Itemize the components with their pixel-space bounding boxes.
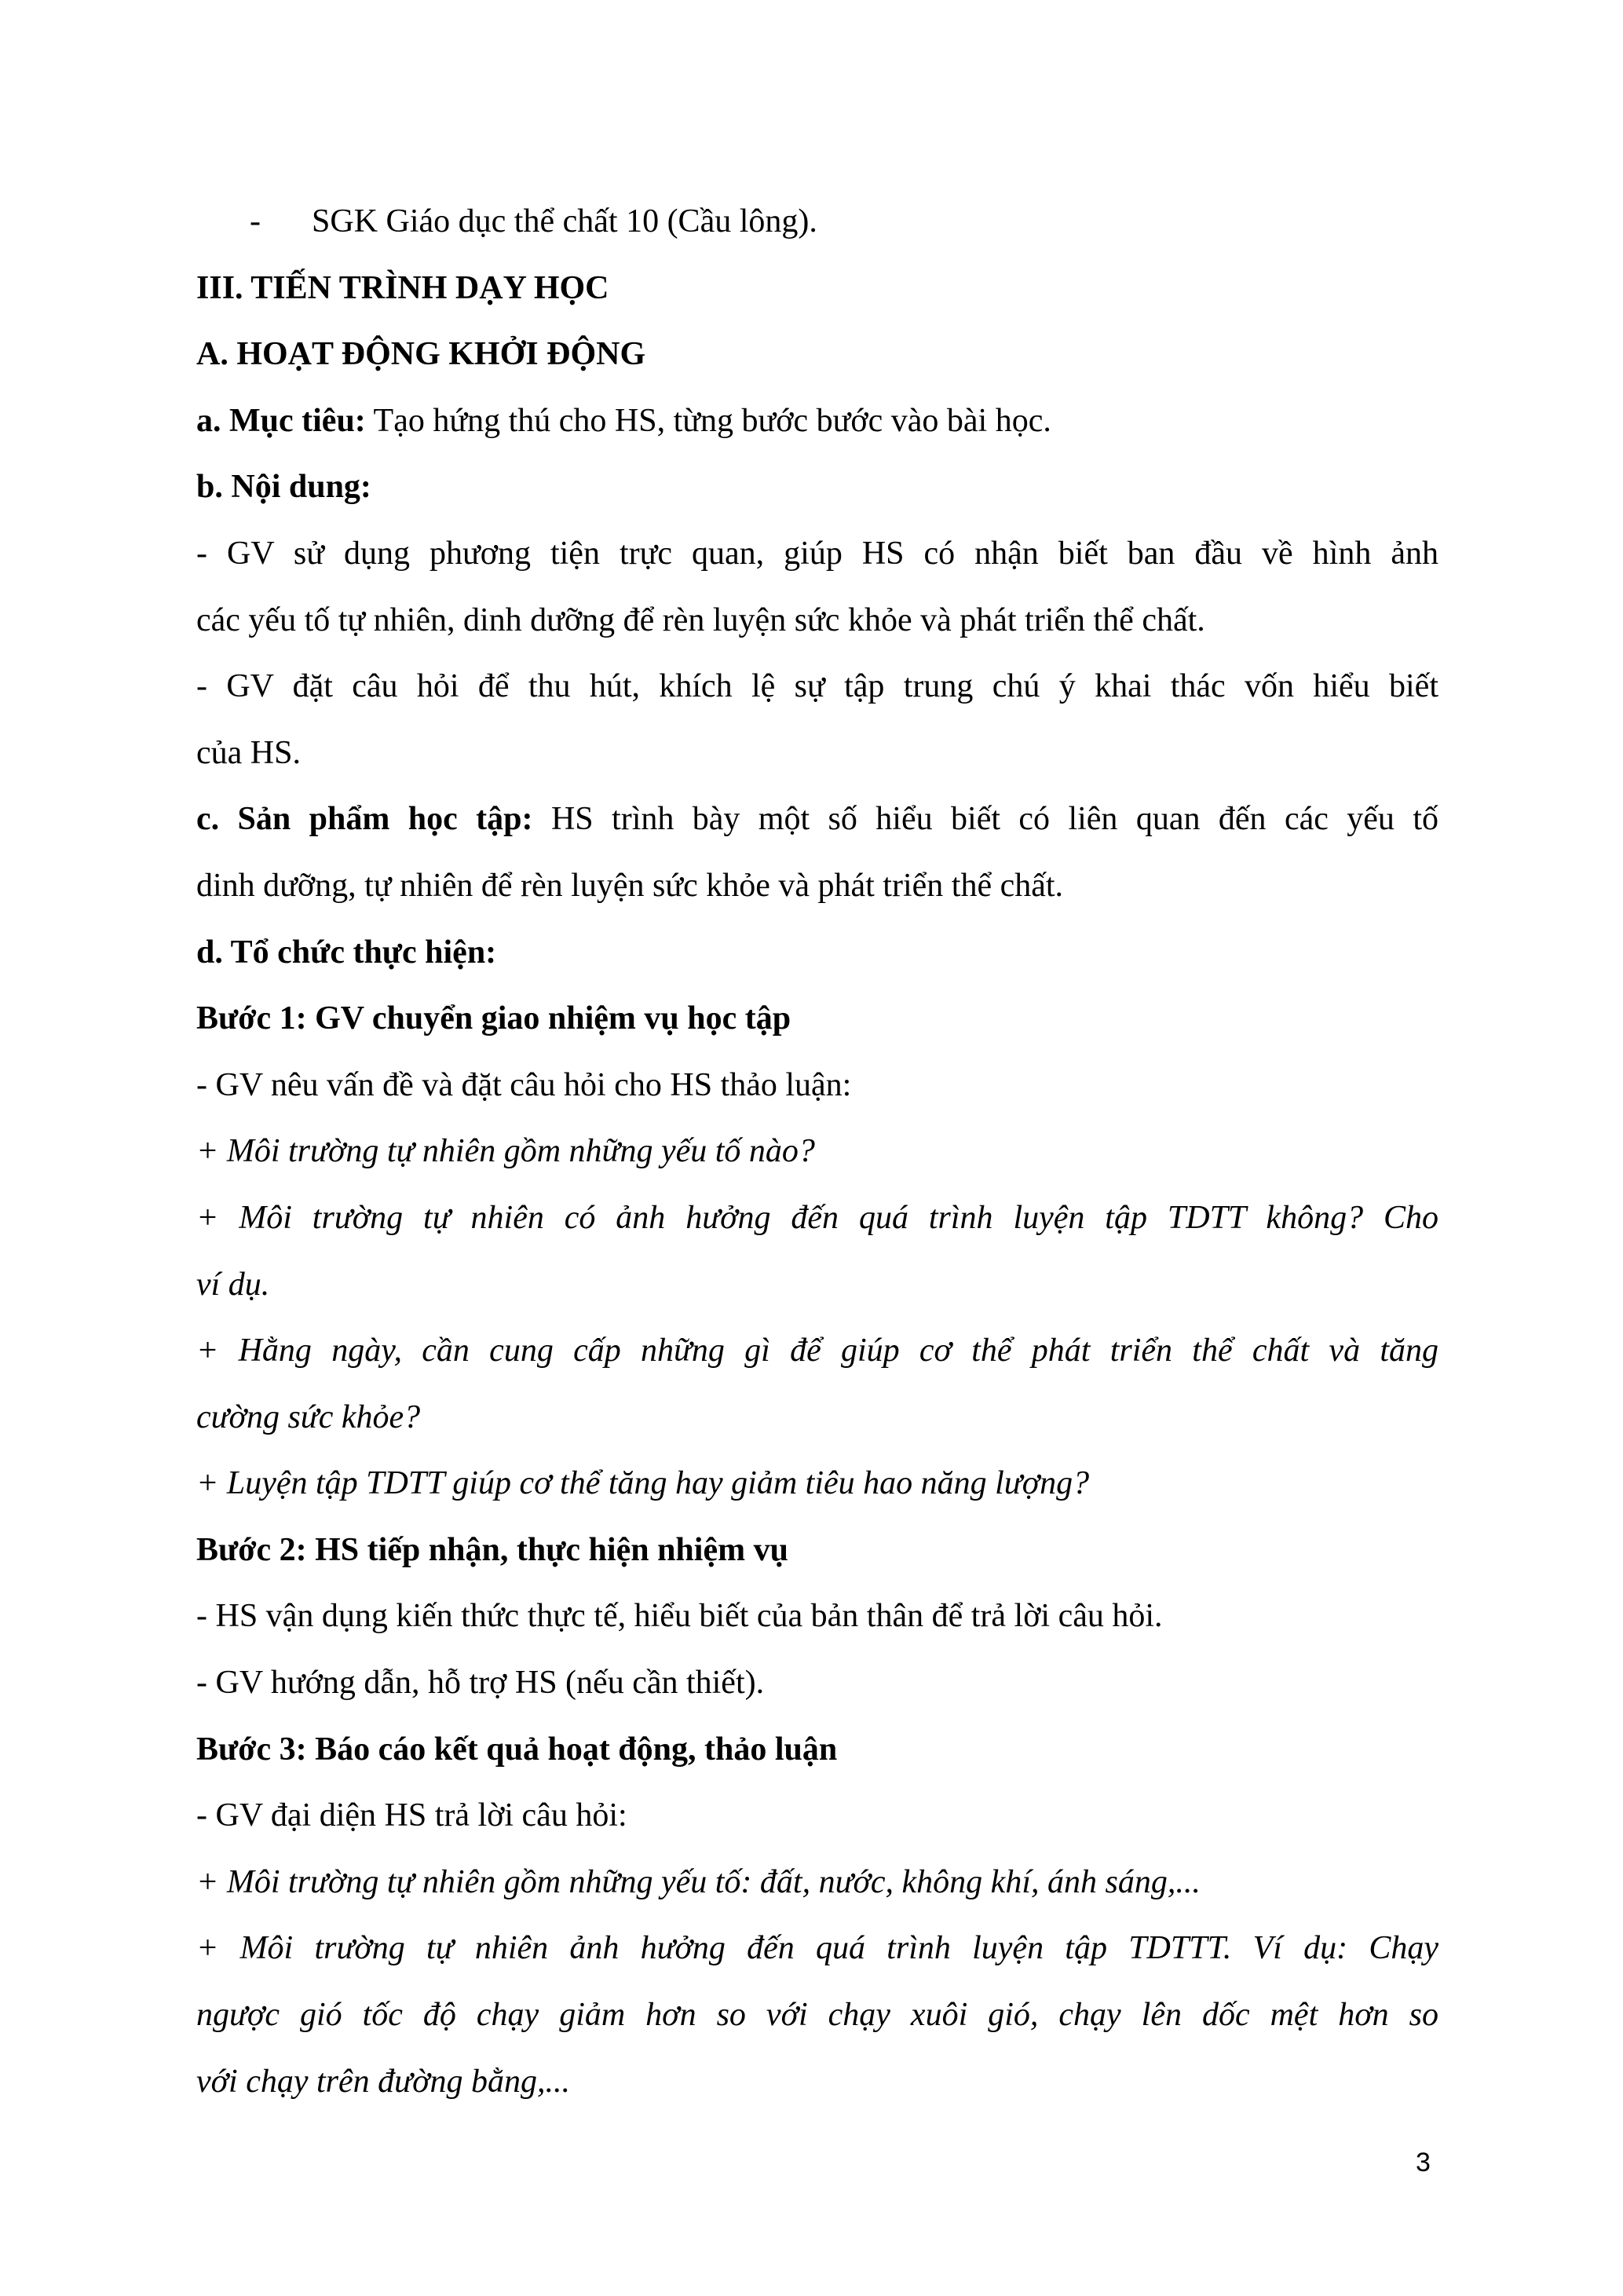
text-run: - GV đại diện HS trả lời câu hỏi: bbox=[196, 1797, 627, 1834]
text-line bbox=[196, 786, 1438, 853]
bold-text: Bước 1: GV chuyển giao nhiệm vụ học tập bbox=[196, 1000, 791, 1037]
text-run: - GV hướng dẫn, hỗ trợ HS (nếu cần thiết). bbox=[196, 1665, 765, 1702]
text-line bbox=[196, 1650, 1438, 1717]
text-line bbox=[196, 1118, 1438, 1185]
text-line bbox=[196, 1185, 1438, 1252]
text-line bbox=[196, 255, 1438, 322]
text-line bbox=[196, 1384, 1438, 1451]
text-line bbox=[196, 1252, 1438, 1318]
text-line bbox=[196, 1782, 1438, 1849]
text-run: ngược gió tốc độ chạy giảm hơn so với chạy xuôi gió, chạy lên dốc mệt hơn so bbox=[196, 1997, 1438, 2034]
text-line bbox=[196, 1450, 1438, 1517]
text-run: ví dụ. bbox=[196, 1266, 270, 1303]
text-run: HS trình bày một số hiểu biết có liên quan đến các yếu tố bbox=[532, 801, 1438, 838]
bold-text: Bước 3: Báo cáo kết quả hoạt động, thảo luận bbox=[196, 1731, 838, 1768]
text-run: Tạo hứng thú cho HS, từng bước bước vào bài học. bbox=[365, 402, 1051, 439]
bold-text: c. Sản phẩm học tập: bbox=[196, 801, 533, 838]
text-line bbox=[196, 321, 1438, 388]
text-run: + Môi trường tự nhiên gồm những yếu tố nào? bbox=[196, 1133, 815, 1170]
text-line bbox=[196, 1849, 1438, 1916]
document-body bbox=[196, 188, 1438, 2115]
bold-text: b. Nội dung: bbox=[196, 469, 371, 506]
text-run: của HS. bbox=[196, 734, 301, 771]
text-line bbox=[196, 2049, 1438, 2115]
text-line bbox=[196, 1717, 1438, 1783]
text-line bbox=[196, 1318, 1438, 1384]
text-line bbox=[196, 1915, 1438, 1982]
text-line bbox=[196, 521, 1438, 587]
text-line bbox=[196, 653, 1438, 720]
text-run: các yếu tố tự nhiên, dinh dưỡng để rèn luyện sức khỏe và phát triển thể chất. bbox=[196, 601, 1205, 638]
text-line bbox=[196, 1052, 1438, 1119]
text-line bbox=[196, 985, 1438, 1052]
text-line bbox=[196, 188, 1438, 255]
text-run: - GV sử dụng phương tiện trực quan, giúp HS có nhận biết ban đầu về hình ảnh bbox=[196, 535, 1438, 572]
text-run: với chạy trên đường bằng,... bbox=[196, 2063, 570, 2100]
bold-text: A. HOẠT ĐỘNG KHỞI ĐỘNG bbox=[196, 336, 646, 373]
text-line bbox=[196, 1982, 1438, 2049]
text-line bbox=[196, 587, 1438, 654]
bullet-dash: - bbox=[250, 203, 261, 239]
text-run: - HS vận dụng kiến thức thực tế, hiểu biết của bản thân để trả lời câu hỏi. bbox=[196, 1598, 1163, 1635]
text-run: + Luyện tập TDTT giúp cơ thể tăng hay giảm tiêu hao năng lượng? bbox=[196, 1465, 1090, 1502]
bold-text: a. Mục tiêu: bbox=[196, 402, 366, 439]
bold-text: III. TIẾN TRÌNH DẠY HỌC bbox=[196, 269, 609, 306]
text-run: + Môi trường tự nhiên gồm những yếu tố: đất, nước, không khí, ánh sáng,... bbox=[196, 1863, 1201, 1900]
text-line bbox=[196, 388, 1438, 455]
text-run: + Hằng ngày, cần cung cấp những gì để giúp cơ thể phát triển thể chất và tăng bbox=[196, 1333, 1438, 1369]
text-line bbox=[196, 853, 1438, 919]
text-line bbox=[196, 1583, 1438, 1650]
text-run: dinh dưỡng, tự nhiên để rèn luyện sức khỏe và phát triển thể chất. bbox=[196, 867, 1064, 904]
bold-text: d. Tổ chức thực hiện: bbox=[196, 934, 497, 971]
text-run: - GV đặt câu hỏi để thu hút, khích lệ sự tập trung chú ý khai thác vốn hiểu biết bbox=[196, 668, 1438, 705]
text-run: cường sức khỏe? bbox=[196, 1398, 421, 1435]
text-run: + Môi trường tự nhiên ảnh hưởng đến quá trình luyện tập TDTTT. Ví dụ: Chạy bbox=[196, 1930, 1438, 1967]
bold-text: Bước 2: HS tiếp nhận, thực hiện nhiệm vụ bbox=[196, 1531, 788, 1568]
text-line bbox=[196, 1517, 1438, 1584]
text-run: - GV nêu vấn đề và đặt câu hỏi cho HS thảo luận: bbox=[196, 1066, 852, 1103]
text-run: + Môi trường tự nhiên có ảnh hưởng đến quá trình luyện tập TDTT không? Cho bbox=[196, 1199, 1438, 1236]
text-line bbox=[196, 919, 1438, 986]
text-run: SGK Giáo dục thể chất 10 (Cầu lông). bbox=[312, 203, 817, 239]
page-number: 3 bbox=[1416, 2148, 1431, 2177]
text-line bbox=[196, 720, 1438, 787]
text-line bbox=[196, 454, 1438, 521]
